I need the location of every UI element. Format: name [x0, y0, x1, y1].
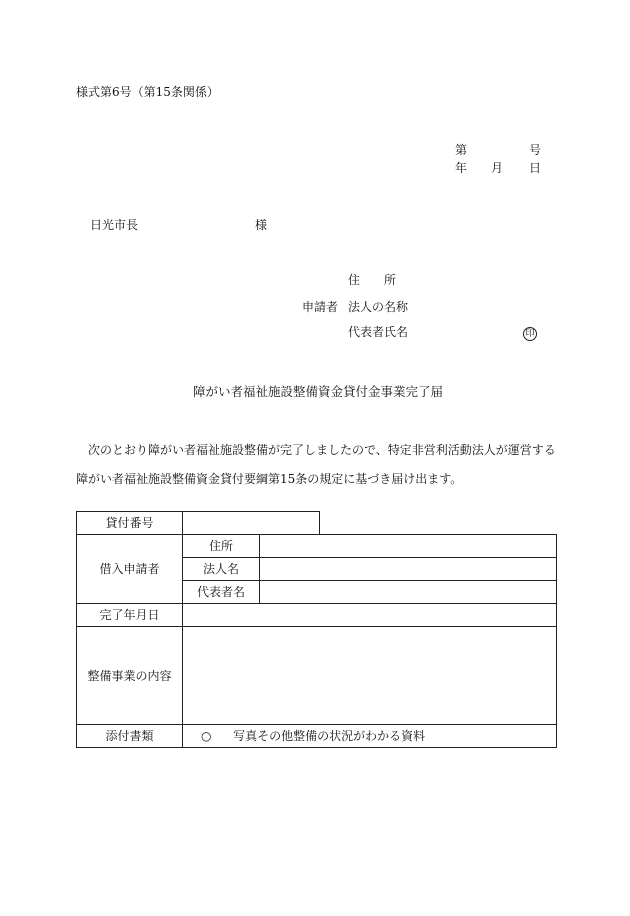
content-field[interactable]: [183, 627, 557, 725]
date-month: 月: [491, 161, 504, 175]
borrower-label: 借入申請者: [77, 535, 183, 604]
seal-icon: 印: [523, 327, 537, 341]
attachments-label: 添付書類: [77, 725, 183, 748]
corp-name-field[interactable]: [260, 558, 557, 581]
row-completion-date: [77, 604, 557, 627]
addressee-honorific: 様: [255, 218, 268, 232]
row-attachments: [77, 725, 557, 748]
rep-name-field[interactable]: [260, 581, 557, 604]
attachments-value: 写真その他整備の状況がわかる資料: [233, 729, 426, 743]
rep-name-label: 代表者名: [183, 581, 260, 604]
applicant-corp-label: 法人の名称: [348, 300, 409, 314]
address-label: 住所: [183, 535, 260, 558]
doc-number-prefix: 第: [455, 143, 468, 157]
completion-date-label: 完了年月日: [77, 604, 183, 627]
loan-number-field[interactable]: [183, 512, 320, 535]
doc-number-suffix: 号: [529, 143, 542, 157]
document-title: 障がい者福祉施設整備資金貸付金事業完了届: [193, 384, 444, 399]
applicant-label: 申請者: [302, 300, 339, 314]
applicant-rep-label: 代表者氏名: [348, 325, 409, 339]
attachments-cell: [183, 725, 557, 748]
address-field[interactable]: [260, 535, 557, 558]
addressee-name: 日光市長: [90, 218, 139, 232]
content-label: 整備事業の内容: [77, 627, 183, 725]
row-content: [77, 627, 557, 725]
seal-mark: [523, 325, 537, 341]
date-day: 日: [529, 161, 542, 175]
applicant-address-label: 住 所: [348, 273, 397, 287]
row-loan-number: [77, 512, 557, 535]
completion-date-field[interactable]: [183, 604, 557, 627]
row-address: [77, 535, 557, 558]
attachments-bullet-icon: ○: [201, 729, 212, 743]
loan-number-label: 貸付番号: [77, 512, 183, 535]
corp-name-label: 法人名: [183, 558, 260, 581]
date-year: 年: [455, 161, 468, 175]
blank-cell: [320, 512, 557, 535]
body-line-2: 障がい者福祉施設整備資金貸付要綱第15条の規定に基づき届け出ます。: [76, 472, 463, 486]
body-line-1: 次のとおり障がい者福祉施設整備が完了しましたので、特定非営利活動法人が運営する: [88, 443, 556, 457]
form-number: 様式第6号（第15条関係）: [76, 85, 219, 99]
form-table: [76, 511, 557, 748]
